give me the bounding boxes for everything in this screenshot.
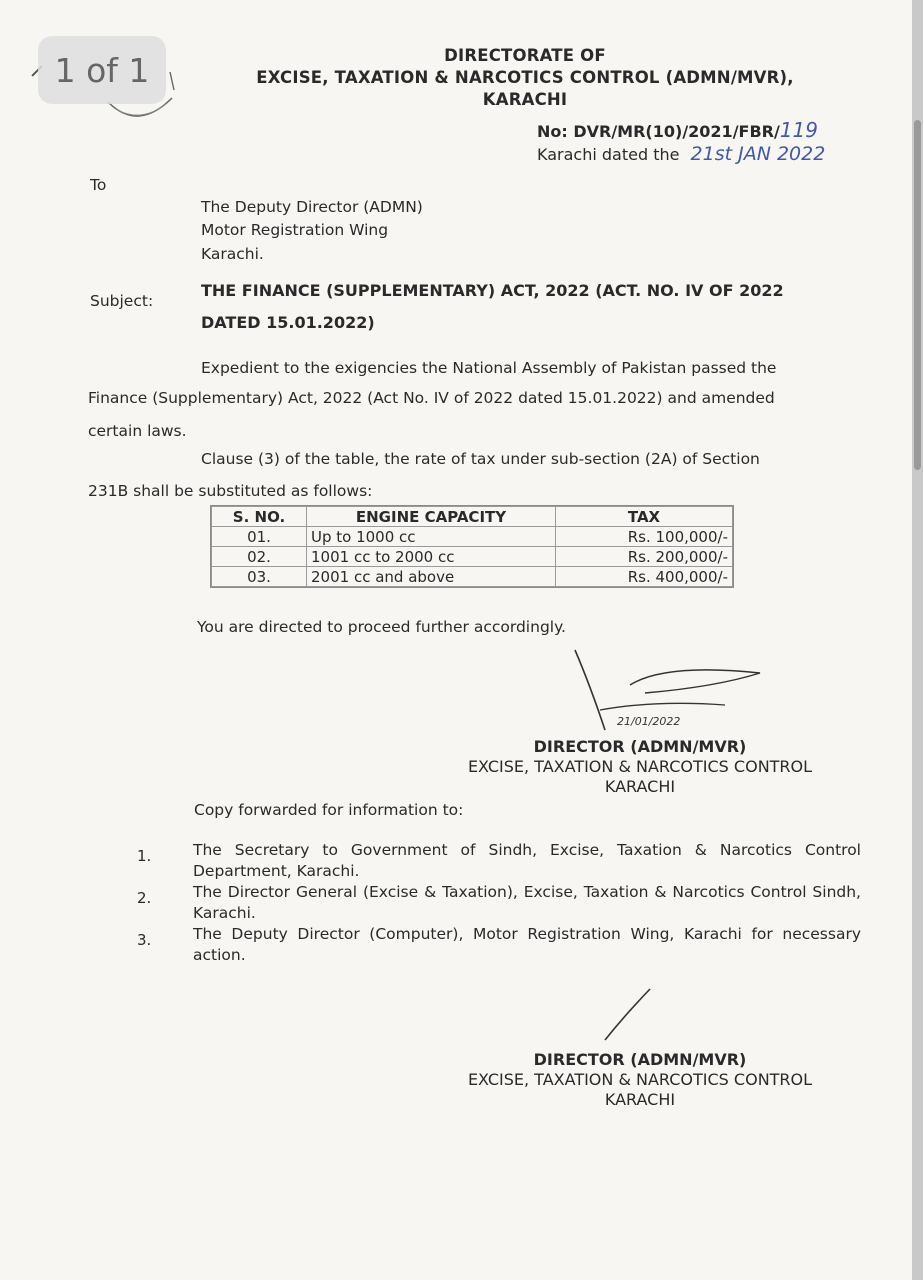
table-row — [212, 547, 733, 567]
tax-cell: Rs. 200,000/- — [556, 547, 733, 567]
addressee-line-1: The Deputy Director (ADMN) — [201, 198, 423, 216]
copy-item-number: 3. — [137, 931, 152, 949]
subject-line-1: THE FINANCE (SUPPLEMENTARY) ACT, 2022 (ACT. NO. IV OF 2022 — [201, 281, 784, 300]
table-row — [212, 567, 733, 587]
header-line-2: EXCISE, TAXATION & NARCOTICS CONTROL (ADMN/MVR), — [256, 68, 794, 87]
signatory-city: KARACHI — [604, 777, 676, 796]
serial-cell: 01. — [212, 527, 307, 547]
directive-text: You are directed to proceed further accordingly. — [197, 618, 566, 636]
table-row — [212, 527, 733, 547]
engine-capacity-cell: 1001 cc to 2000 cc — [307, 547, 556, 567]
copy-item-text: The Secretary to Government of Sindh, Excise, Taxation & Narcotics Control Department, Karachi. — [193, 841, 861, 880]
paragraph-2-line-2: 231B shall be substituted as follows: — [88, 482, 373, 500]
reference-number — [537, 118, 818, 142]
signatory-organization: EXCISE, TAXATION & NARCOTICS CONTROL — [467, 1070, 813, 1089]
table-header-row — [212, 507, 733, 527]
column-header-serial: S. NO. — [212, 507, 307, 527]
reference-date — [537, 143, 825, 165]
copy-item-number: 2. — [137, 889, 152, 907]
copy-item-number: 1. — [137, 847, 152, 865]
reference-date-label: Karachi dated the — [537, 145, 680, 164]
handwritten-date: 21st JAN 2022 — [690, 143, 826, 165]
serial-cell: 02. — [212, 547, 307, 567]
header-line-1: DIRECTORATE OF — [444, 46, 606, 65]
signature-block-1 — [440, 737, 840, 797]
paragraph-2-line-1: Clause (3) of the table, the rate of tax under sub-section (2A) of Section — [201, 450, 760, 468]
addressee-line-3: Karachi. — [201, 245, 264, 263]
tax-rate-table — [210, 505, 734, 588]
viewer-scrollbar[interactable] — [914, 120, 921, 470]
copy-item-text: The Director General (Excise & Taxation), Excise, Taxation & Narcotics Control Sindh, Karachi. — [193, 883, 861, 922]
to-label: To — [90, 176, 107, 194]
paragraph-1-line-1: Expedient to the exigencies the National Assembly of Pakistan passed the — [201, 359, 777, 377]
header-line-3: KARACHI — [482, 90, 568, 109]
subject-line-2: DATED 15.01.2022) — [201, 313, 375, 332]
column-header-engine-capacity: ENGINE CAPACITY — [307, 507, 556, 527]
signatory-title: DIRECTOR (ADMN/MVR) — [533, 737, 747, 756]
signatory-city: KARACHI — [604, 1090, 676, 1109]
copy-item-text: The Deputy Director (Computer), Motor Registration Wing, Karachi for necessary action. — [193, 925, 861, 964]
subject-label: Subject: — [90, 292, 154, 310]
engine-capacity-cell: 2001 cc and above — [307, 567, 556, 587]
handwritten-signature-2 — [595, 985, 665, 1045]
paragraph-1-line-2: Finance (Supplementary) Act, 2022 (Act No. IV of 2022 dated 15.01.2022) and amended — [88, 389, 775, 407]
addressee-line-2: Motor Registration Wing — [201, 221, 389, 239]
tax-cell: Rs. 100,000/- — [556, 527, 733, 547]
signatory-title: DIRECTOR (ADMN/MVR) — [533, 1050, 747, 1069]
signatory-organization: EXCISE, TAXATION & NARCOTICS CONTROL — [467, 757, 813, 776]
copy-forwarded-intro: Copy forwarded for information to: — [194, 801, 464, 819]
signature-block-2 — [440, 1050, 840, 1110]
signature-initial-date: 21/01/2022 — [617, 715, 681, 728]
tax-cell: Rs. 400,000/- — [556, 567, 733, 587]
column-header-tax: TAX — [556, 507, 733, 527]
reference-number-label: No: DVR/MR(10)/2021/FBR/ — [537, 122, 780, 141]
page-indicator: 1 of 1 — [38, 36, 166, 104]
handwritten-signature-1 — [565, 645, 775, 740]
engine-capacity-cell: Up to 1000 cc — [307, 527, 556, 547]
handwritten-reference-number: 119 — [779, 118, 819, 142]
serial-cell: 03. — [212, 567, 307, 587]
paragraph-1-line-3: certain laws. — [88, 422, 187, 440]
